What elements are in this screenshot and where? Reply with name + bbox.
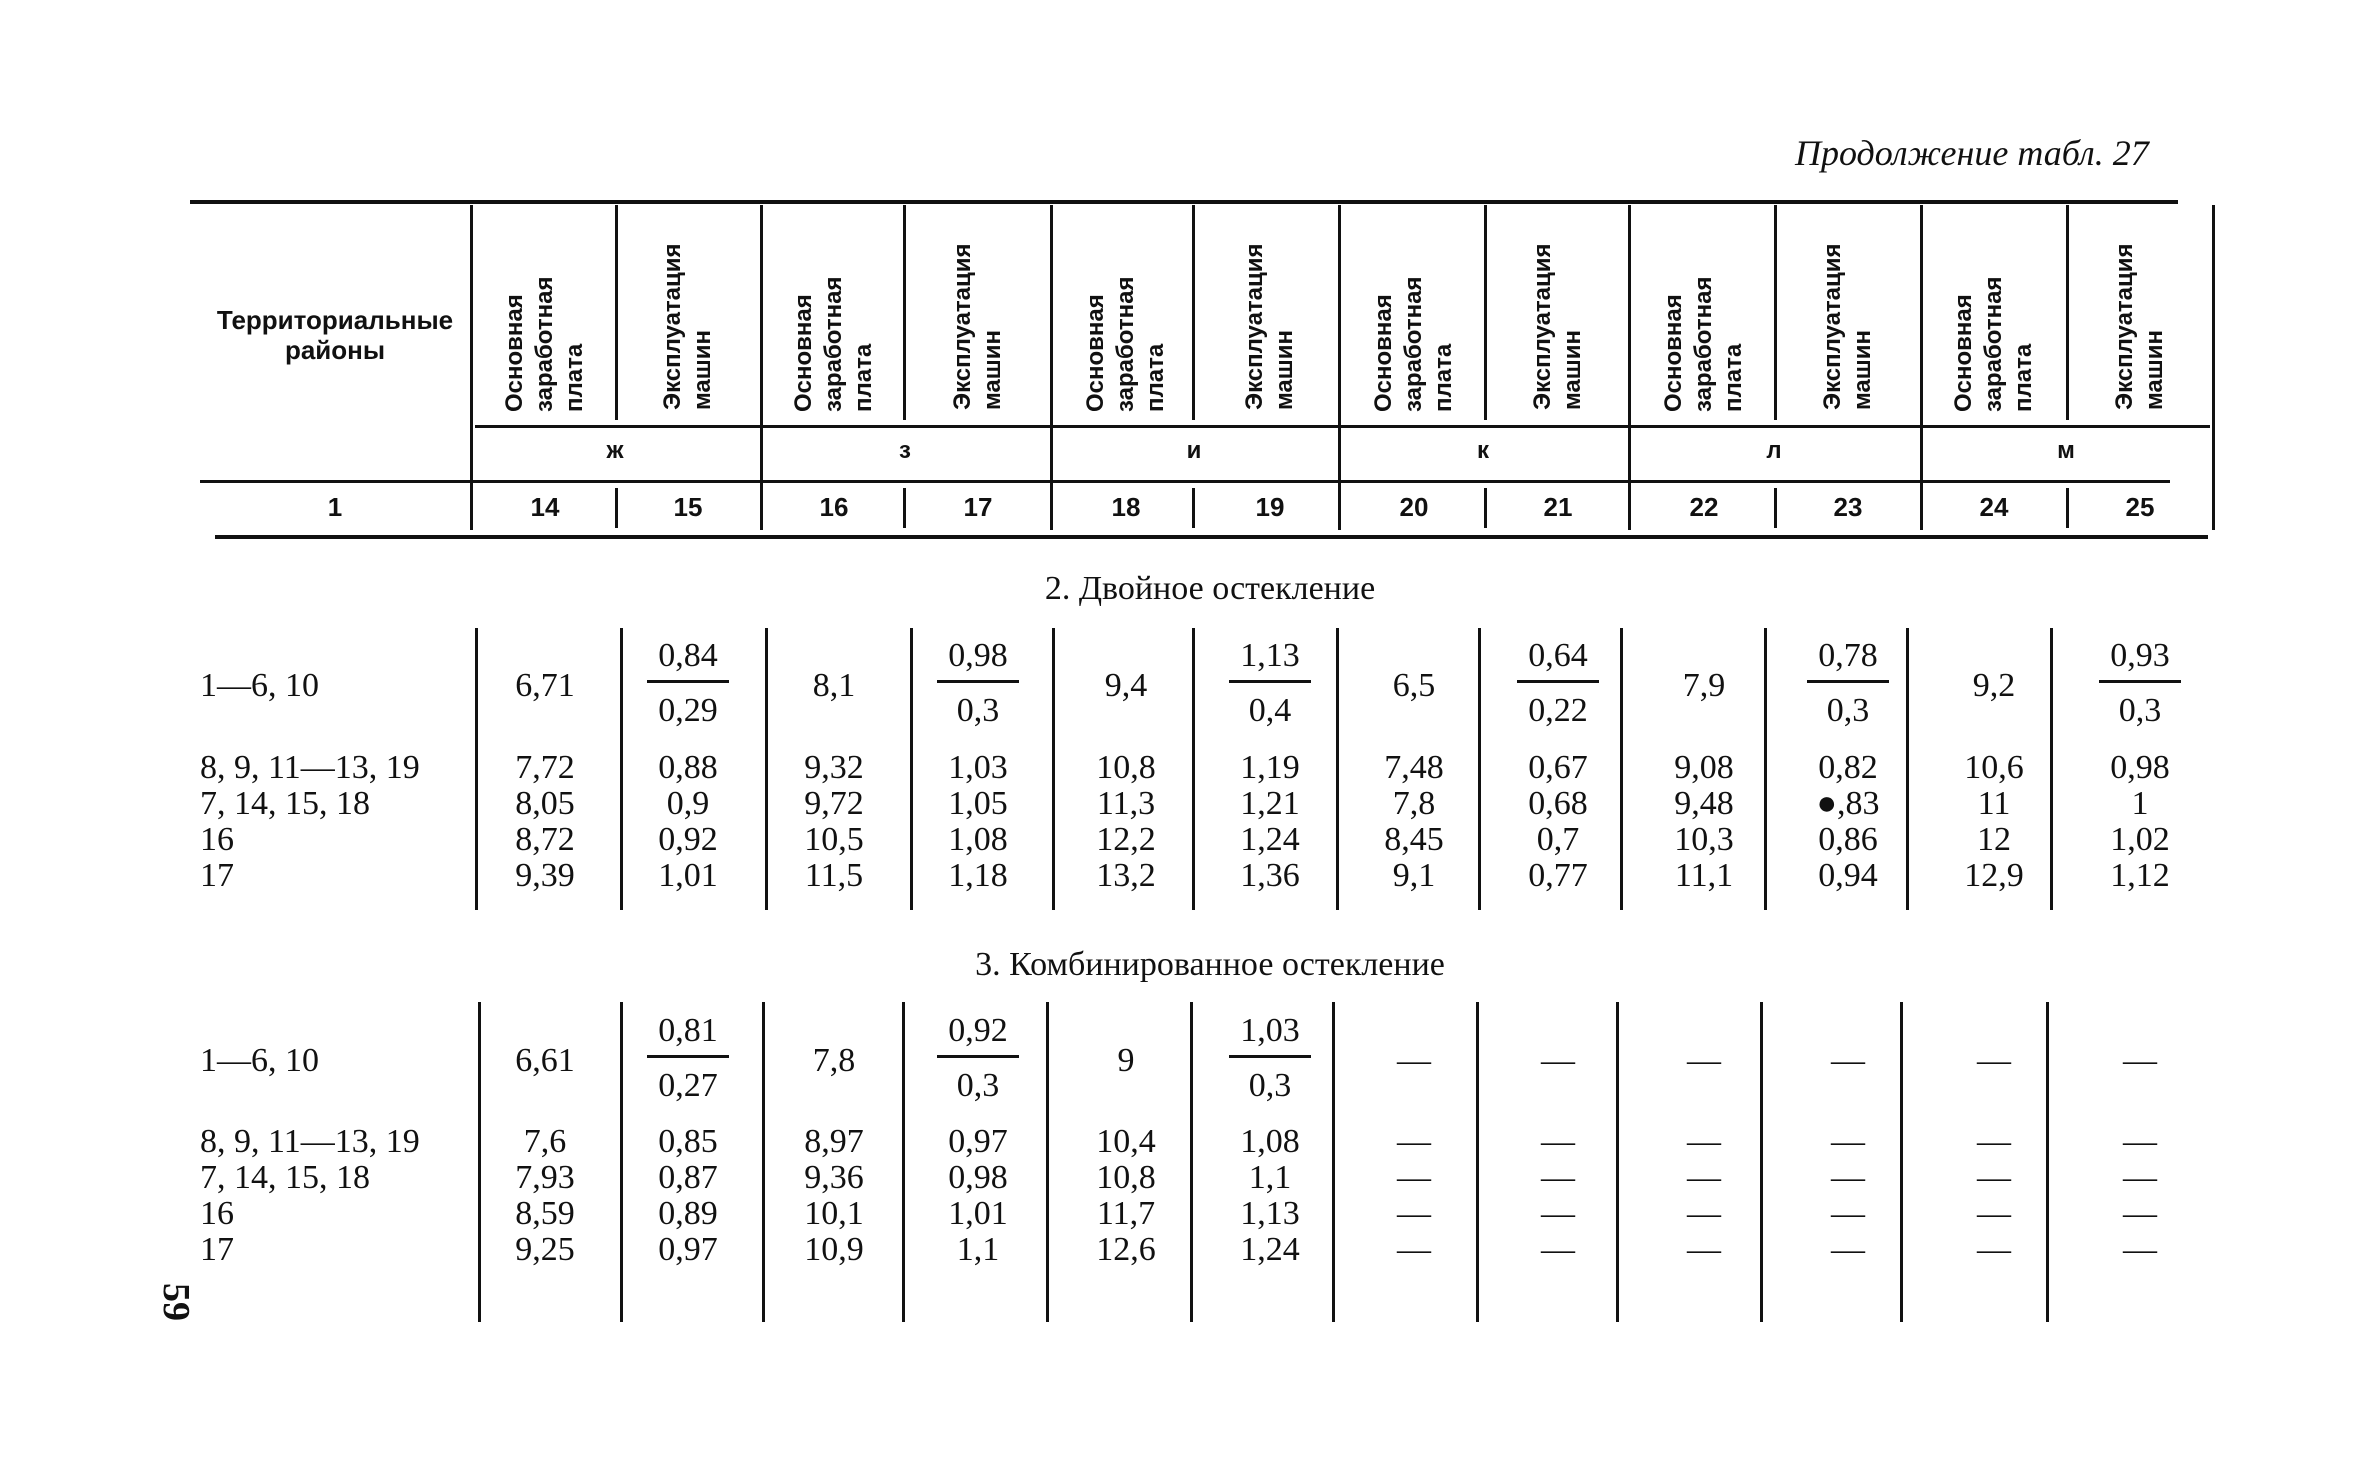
header-territorial-regions: Территориальные районы	[216, 305, 454, 365]
section-column-divider	[762, 1002, 765, 1322]
row-label: 16	[200, 1195, 234, 1232]
table-cell: 1,36	[1240, 857, 1300, 894]
section-column-divider	[765, 628, 768, 910]
section-column-divider	[1906, 628, 1909, 910]
table-cell: —	[1397, 1123, 1431, 1160]
table-cell: 10,8	[1096, 1159, 1156, 1196]
table-cell: —	[2123, 1123, 2157, 1160]
section-column-divider	[2050, 628, 2053, 910]
table-cell: 0,97	[658, 1231, 718, 1268]
section-column-divider	[1760, 1002, 1763, 1322]
table-cell: 0,87	[658, 1159, 718, 1196]
table-cell: 6,71	[515, 667, 575, 704]
table-cell: 0,98	[948, 1159, 1008, 1196]
table-cell: 0,7	[1536, 821, 1580, 858]
table-cell: 1,03	[948, 749, 1008, 786]
table-cell: 8,45	[1384, 821, 1444, 858]
table-cell: 10,3	[1674, 821, 1734, 858]
table-cell: 1,08	[948, 821, 1008, 858]
table-cell: 10,9	[804, 1231, 864, 1268]
fraction-cell	[633, 1013, 743, 1104]
table-cell: 0,67	[1528, 749, 1588, 786]
section-column-divider	[1616, 1002, 1619, 1322]
fraction-numerator: 0,93	[2110, 637, 2170, 674]
table-cell: ●,83	[1816, 785, 1880, 822]
section-column-divider	[478, 1002, 481, 1322]
table-cell: 6,5	[1392, 667, 1436, 704]
row-label: 8, 9, 11—13, 19	[200, 749, 420, 786]
table-cell: —	[1541, 1123, 1575, 1160]
row-label: 17	[200, 1231, 234, 1268]
fraction-numerator: 0,98	[948, 637, 1008, 674]
table-cell: 0,88	[658, 749, 718, 786]
table-cell: 12	[1977, 821, 2011, 858]
table-cell: 8,97	[804, 1123, 864, 1160]
fraction-cell	[923, 638, 1033, 729]
table-cell: —	[1541, 1159, 1575, 1196]
section-column-divider	[1900, 1002, 1903, 1322]
table-cell: 7,6	[523, 1123, 567, 1160]
fraction-denominator: 0,4	[1248, 692, 1292, 729]
table-cell: 0,98	[2110, 749, 2170, 786]
table-cell: 1	[2131, 785, 2149, 822]
table-cell: 0,89	[658, 1195, 718, 1232]
table-cell: 9,08	[1674, 749, 1734, 786]
section-column-divider	[1332, 1002, 1335, 1322]
section-column-divider	[2046, 1002, 2049, 1322]
table-cell: —	[1831, 1159, 1865, 1196]
table-cell: 11,7	[1096, 1195, 1156, 1232]
table-cell: 1,05	[948, 785, 1008, 822]
table-cell: 10,1	[804, 1195, 864, 1232]
header-subhead-text: Основная заработная плата	[501, 276, 588, 412]
table-cell: 9,72	[804, 785, 864, 822]
table-cell: 0,77	[1528, 857, 1588, 894]
header-subcol-divider	[1774, 205, 1777, 420]
fraction-numerator: 1,03	[1240, 1012, 1300, 1049]
table-cell: 9,25	[515, 1231, 575, 1268]
table-cell: 1,21	[1240, 785, 1300, 822]
header-column-number: 15	[673, 492, 703, 522]
table-cell: 11,1	[1674, 857, 1734, 894]
header-group-divider	[1628, 205, 1631, 530]
row-label: 8, 9, 11—13, 19	[200, 1123, 420, 1160]
table-cell: —	[1977, 1123, 2011, 1160]
header-column-number: 18	[1111, 492, 1141, 522]
fraction-cell	[1215, 638, 1325, 729]
header-group-divider	[2212, 205, 2215, 530]
table-cell: —	[1541, 1195, 1575, 1232]
header-subcol-divider	[1484, 205, 1487, 420]
table-cell: —	[2123, 1231, 2157, 1268]
table-cell: —	[1687, 1123, 1721, 1160]
table-cell: 0,92	[658, 821, 718, 858]
fraction-denominator: 0,3	[2118, 692, 2162, 729]
header-number-divider	[615, 488, 618, 528]
fraction-denominator: 0,3	[956, 692, 1000, 729]
fraction-cell	[633, 638, 743, 729]
section-column-divider	[1046, 1002, 1049, 1322]
table-cell: —	[1831, 1123, 1865, 1160]
fraction-denominator: 0,3	[956, 1067, 1000, 1104]
row-label: 1—6, 10	[200, 1042, 319, 1079]
section-column-divider	[475, 628, 478, 910]
table-cell: 1,24	[1240, 821, 1300, 858]
header-subhead-text: Эксплуатация машин	[659, 243, 716, 410]
table-cell: —	[1687, 1195, 1721, 1232]
table-cell: 9,1	[1392, 857, 1436, 894]
table-cell: —	[2123, 1159, 2157, 1196]
table-cell: 12,2	[1096, 821, 1156, 858]
table-cell: 1,02	[2110, 821, 2170, 858]
fraction-numerator: 0,64	[1528, 637, 1588, 674]
table-cell: —	[2123, 1195, 2157, 1232]
table-cell: 0,97	[948, 1123, 1008, 1160]
table-cell: 10,8	[1096, 749, 1156, 786]
fraction-cell	[1215, 1013, 1325, 1104]
fraction-numerator: 0,78	[1818, 637, 1878, 674]
fraction-cell	[923, 1013, 1033, 1104]
header-column-number: 23	[1833, 492, 1863, 522]
header-group-letter: и	[1186, 437, 1202, 464]
table-cell: 7,9	[1682, 667, 1726, 704]
header-number-divider	[903, 488, 906, 528]
table-cell: 0,86	[1818, 821, 1878, 858]
table-cell: —	[1541, 1231, 1575, 1268]
table-cell: 8,72	[515, 821, 575, 858]
table-cell: 7,8	[812, 1042, 856, 1079]
table-cell: —	[1831, 1195, 1865, 1232]
table-cell: 8,05	[515, 785, 575, 822]
fraction-numerator: 0,92	[948, 1012, 1008, 1049]
table-cell: 9,4	[1104, 667, 1148, 704]
table-cell: 9,39	[515, 857, 575, 894]
section-column-divider	[1190, 1002, 1193, 1322]
header-group-letter: з	[899, 437, 911, 464]
table-cell: 7,8	[1392, 785, 1436, 822]
table-cell: —	[1831, 1042, 1865, 1079]
section-column-divider	[1192, 628, 1195, 910]
header-subhead-rule	[475, 425, 2210, 428]
header-subhead-text: Основная заработная плата	[1082, 276, 1169, 412]
table-cell: 11	[1977, 785, 2011, 822]
header-column-number: 21	[1543, 492, 1573, 522]
table-cell: 1,12	[2110, 857, 2170, 894]
table-cell: 11,3	[1096, 785, 1156, 822]
header-group-divider	[1050, 205, 1053, 530]
header-column-number: 20	[1399, 492, 1429, 522]
section-column-divider	[1336, 628, 1339, 910]
header-column-number: 1	[327, 492, 343, 522]
header-column-number: 16	[819, 492, 849, 522]
table-cell: 0,82	[1818, 749, 1878, 786]
section-column-divider	[620, 628, 623, 910]
row-label: 17	[200, 857, 234, 894]
table-cell: 9,36	[804, 1159, 864, 1196]
row-label: 16	[200, 821, 234, 858]
table-cell: —	[1977, 1042, 2011, 1079]
fraction-numerator: 0,81	[658, 1012, 718, 1049]
header-column-number: 17	[963, 492, 993, 522]
table-cell: —	[1397, 1231, 1431, 1268]
header-group-letter: л	[1766, 437, 1782, 464]
header-group-letter: м	[2057, 437, 2075, 464]
table-cell: 1,1	[1248, 1159, 1292, 1196]
fraction-numerator: 0,84	[658, 637, 718, 674]
table-cell: 0,85	[658, 1123, 718, 1160]
header-group-divider	[760, 205, 763, 530]
header-subhead-text: Эксплуатация машин	[1529, 243, 1586, 410]
table-cell: —	[1397, 1195, 1431, 1232]
table-cell: 1,01	[948, 1195, 1008, 1232]
fraction-numerator: 1,13	[1240, 637, 1300, 674]
fraction-cell	[1503, 638, 1613, 729]
header-subcol-divider	[615, 205, 618, 420]
header-top-rule	[190, 200, 2178, 204]
table-cell: —	[1397, 1159, 1431, 1196]
table-cell: 1,24	[1240, 1231, 1300, 1268]
table-cell: 10,6	[1964, 749, 2024, 786]
header-column-number: 19	[1255, 492, 1285, 522]
header-subcol-divider	[1192, 205, 1195, 420]
table-cell: 11,5	[804, 857, 864, 894]
section-column-divider	[1764, 628, 1767, 910]
table-cell: 13,2	[1096, 857, 1156, 894]
table-cell: —	[1831, 1231, 1865, 1268]
table-cell: 1,1	[956, 1231, 1000, 1268]
header-subcol-divider	[2066, 205, 2069, 420]
table-cell: 7,93	[515, 1159, 575, 1196]
header-group-divider	[470, 205, 473, 530]
fraction-cell	[1793, 638, 1903, 729]
table-cell: —	[1977, 1195, 2011, 1232]
header-number-divider	[2066, 488, 2069, 528]
header-bottom-rule	[215, 535, 2208, 539]
header-group-letter: ж	[606, 437, 624, 464]
section-column-divider	[1476, 1002, 1479, 1322]
header-subhead-text: Эксплуатация машин	[1241, 243, 1298, 410]
table-cell: 10,5	[804, 821, 864, 858]
section-title: 2. Двойное остекление	[1044, 570, 1376, 607]
section-column-divider	[1620, 628, 1623, 910]
table-cell: 7,48	[1384, 749, 1444, 786]
table-cell: 9,48	[1674, 785, 1734, 822]
header-number-divider	[1192, 488, 1195, 528]
fraction-denominator: 0,27	[658, 1067, 718, 1104]
row-label: 7, 14, 15, 18	[200, 785, 370, 822]
header-group-letter: к	[1476, 437, 1489, 464]
table-cell: —	[1977, 1159, 2011, 1196]
table-cell: 0,68	[1528, 785, 1588, 822]
section-column-divider	[910, 628, 913, 910]
table-cell: 9,32	[804, 749, 864, 786]
header-letter-rule	[200, 480, 2170, 483]
section-title: 3. Комбинированное остекление	[975, 946, 1445, 983]
table-cell: 1,19	[1240, 749, 1300, 786]
table-cell: 9,2	[1972, 667, 2016, 704]
header-subhead-text: Основная заработная плата	[1370, 276, 1457, 412]
header-group-divider	[1920, 205, 1923, 530]
row-label: 7, 14, 15, 18	[200, 1159, 370, 1196]
fraction-denominator: 0,29	[658, 692, 718, 729]
fraction-cell	[2085, 638, 2195, 729]
header-subhead-text: Основная заработная плата	[1950, 276, 2037, 412]
table-cell: —	[2123, 1042, 2157, 1079]
page-number: 59	[155, 1283, 197, 1321]
table-cell: —	[1397, 1042, 1431, 1079]
table-cell: 12,6	[1096, 1231, 1156, 1268]
continuation-title: Продолжение табл. 27	[1795, 133, 2149, 173]
table-cell: 1,18	[948, 857, 1008, 894]
header-column-number: 25	[2125, 492, 2155, 522]
header-subhead-text: Основная заработная плата	[790, 276, 877, 412]
table-cell: 1,01	[658, 857, 718, 894]
table-cell: 7,72	[515, 749, 575, 786]
header-group-divider	[1338, 205, 1341, 530]
table-cell: —	[1687, 1159, 1721, 1196]
header-subhead-text: Эксплуатация машин	[2111, 243, 2168, 410]
table-cell: 0,9	[666, 785, 710, 822]
section-column-divider	[620, 1002, 623, 1322]
table-cell: 1,08	[1240, 1123, 1300, 1160]
table-cell: 10,4	[1096, 1123, 1156, 1160]
header-column-number: 24	[1979, 492, 2009, 522]
table-cell: 12,9	[1964, 857, 2024, 894]
fraction-denominator: 0,3	[1248, 1067, 1292, 1104]
table-cell: 9	[1117, 1042, 1135, 1079]
section-column-divider	[1478, 628, 1481, 910]
header-column-number: 22	[1689, 492, 1719, 522]
table-cell: —	[1977, 1231, 2011, 1268]
fraction-denominator: 0,22	[1528, 692, 1588, 729]
row-label: 1—6, 10	[200, 667, 319, 704]
header-column-number: 14	[530, 492, 560, 522]
table-cell: 8,1	[812, 667, 856, 704]
section-column-divider	[902, 1002, 905, 1322]
table-cell: 6,61	[515, 1042, 575, 1079]
header-subhead-text: Эксплуатация машин	[1819, 243, 1876, 410]
table-cell: 0,94	[1818, 857, 1878, 894]
table-cell: 8,59	[515, 1195, 575, 1232]
section-column-divider	[1052, 628, 1055, 910]
fraction-denominator: 0,3	[1826, 692, 1870, 729]
header-subcol-divider	[903, 205, 906, 420]
table-cell: —	[1687, 1231, 1721, 1268]
header-number-divider	[1484, 488, 1487, 528]
table-cell: 1,13	[1240, 1195, 1300, 1232]
header-subhead-text: Основная заработная плата	[1660, 276, 1747, 412]
table-cell: —	[1687, 1042, 1721, 1079]
table-cell: —	[1541, 1042, 1575, 1079]
header-number-divider	[1774, 488, 1777, 528]
header-subhead-text: Эксплуатация машин	[949, 243, 1006, 410]
